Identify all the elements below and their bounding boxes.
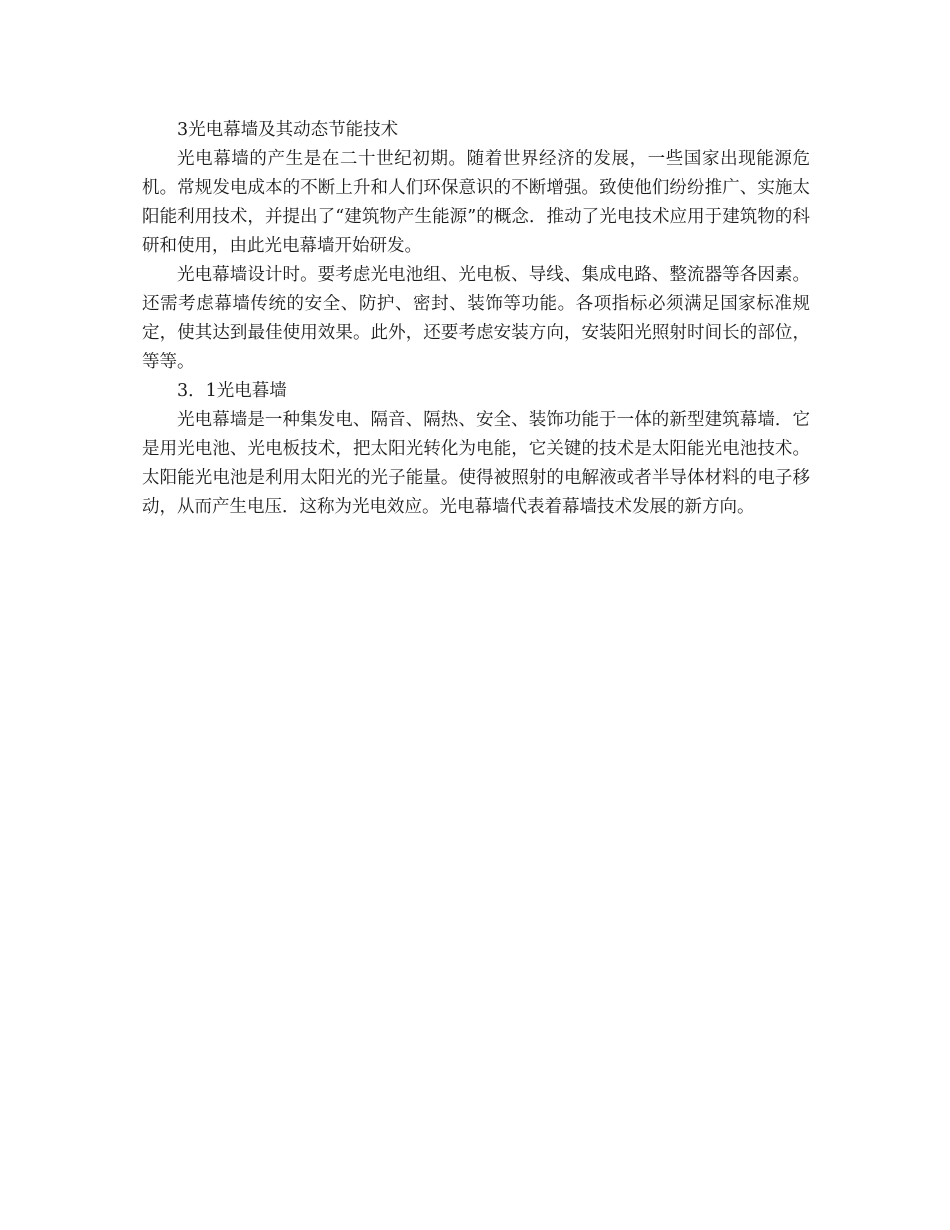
subsection-heading: 3．1光电暮墙 [177, 381, 287, 401]
paragraph-design: 光电幕墙设计时。要考虑光电池组、光电板、导线、集成电路、整流器等各因素。还需考虑幕墙传统的安全、防护、密封、装饰等功能。各项指标必须满足国家标准规定，使其达到最佳使用效果。此外，还要考虑安装方向，安装阳光照射时间长的部位，等等。 [142, 265, 810, 372]
paragraph-origin: 光电幕墙的产生是在二十世纪初期。随着世界经济的发展，一些国家出现能源危机。常规发电成本的不断上升和人们环保意识的不断增强。致使他们纷纷推广、实施太阳能利用技术，并提出了“建筑物产生能源”的概念．推动了光电技术应用于建筑物的科研和使用，由此光电幕墙开始研发。 [142, 149, 810, 256]
section-heading: 3光电幕墙及其动态节能技术 [177, 120, 399, 140]
document-body [142, 116, 810, 522]
paragraph-definition: 光电幕墙是一种集发电、隔音、隔热、安全、装饰功能于一体的新型建筑幕墙．它是用光电池、光电板技术，把太阳光转化为电能，它关键的技术是太阳能光电池技术。太阳能光电池是利用太阳光的光子能量。使得被照射的电解液或者半导体材料的电子移动，从而产生电压．这称为光电效应。光电幕墙代表着幕墙技术发展的新方向。 [142, 410, 810, 517]
